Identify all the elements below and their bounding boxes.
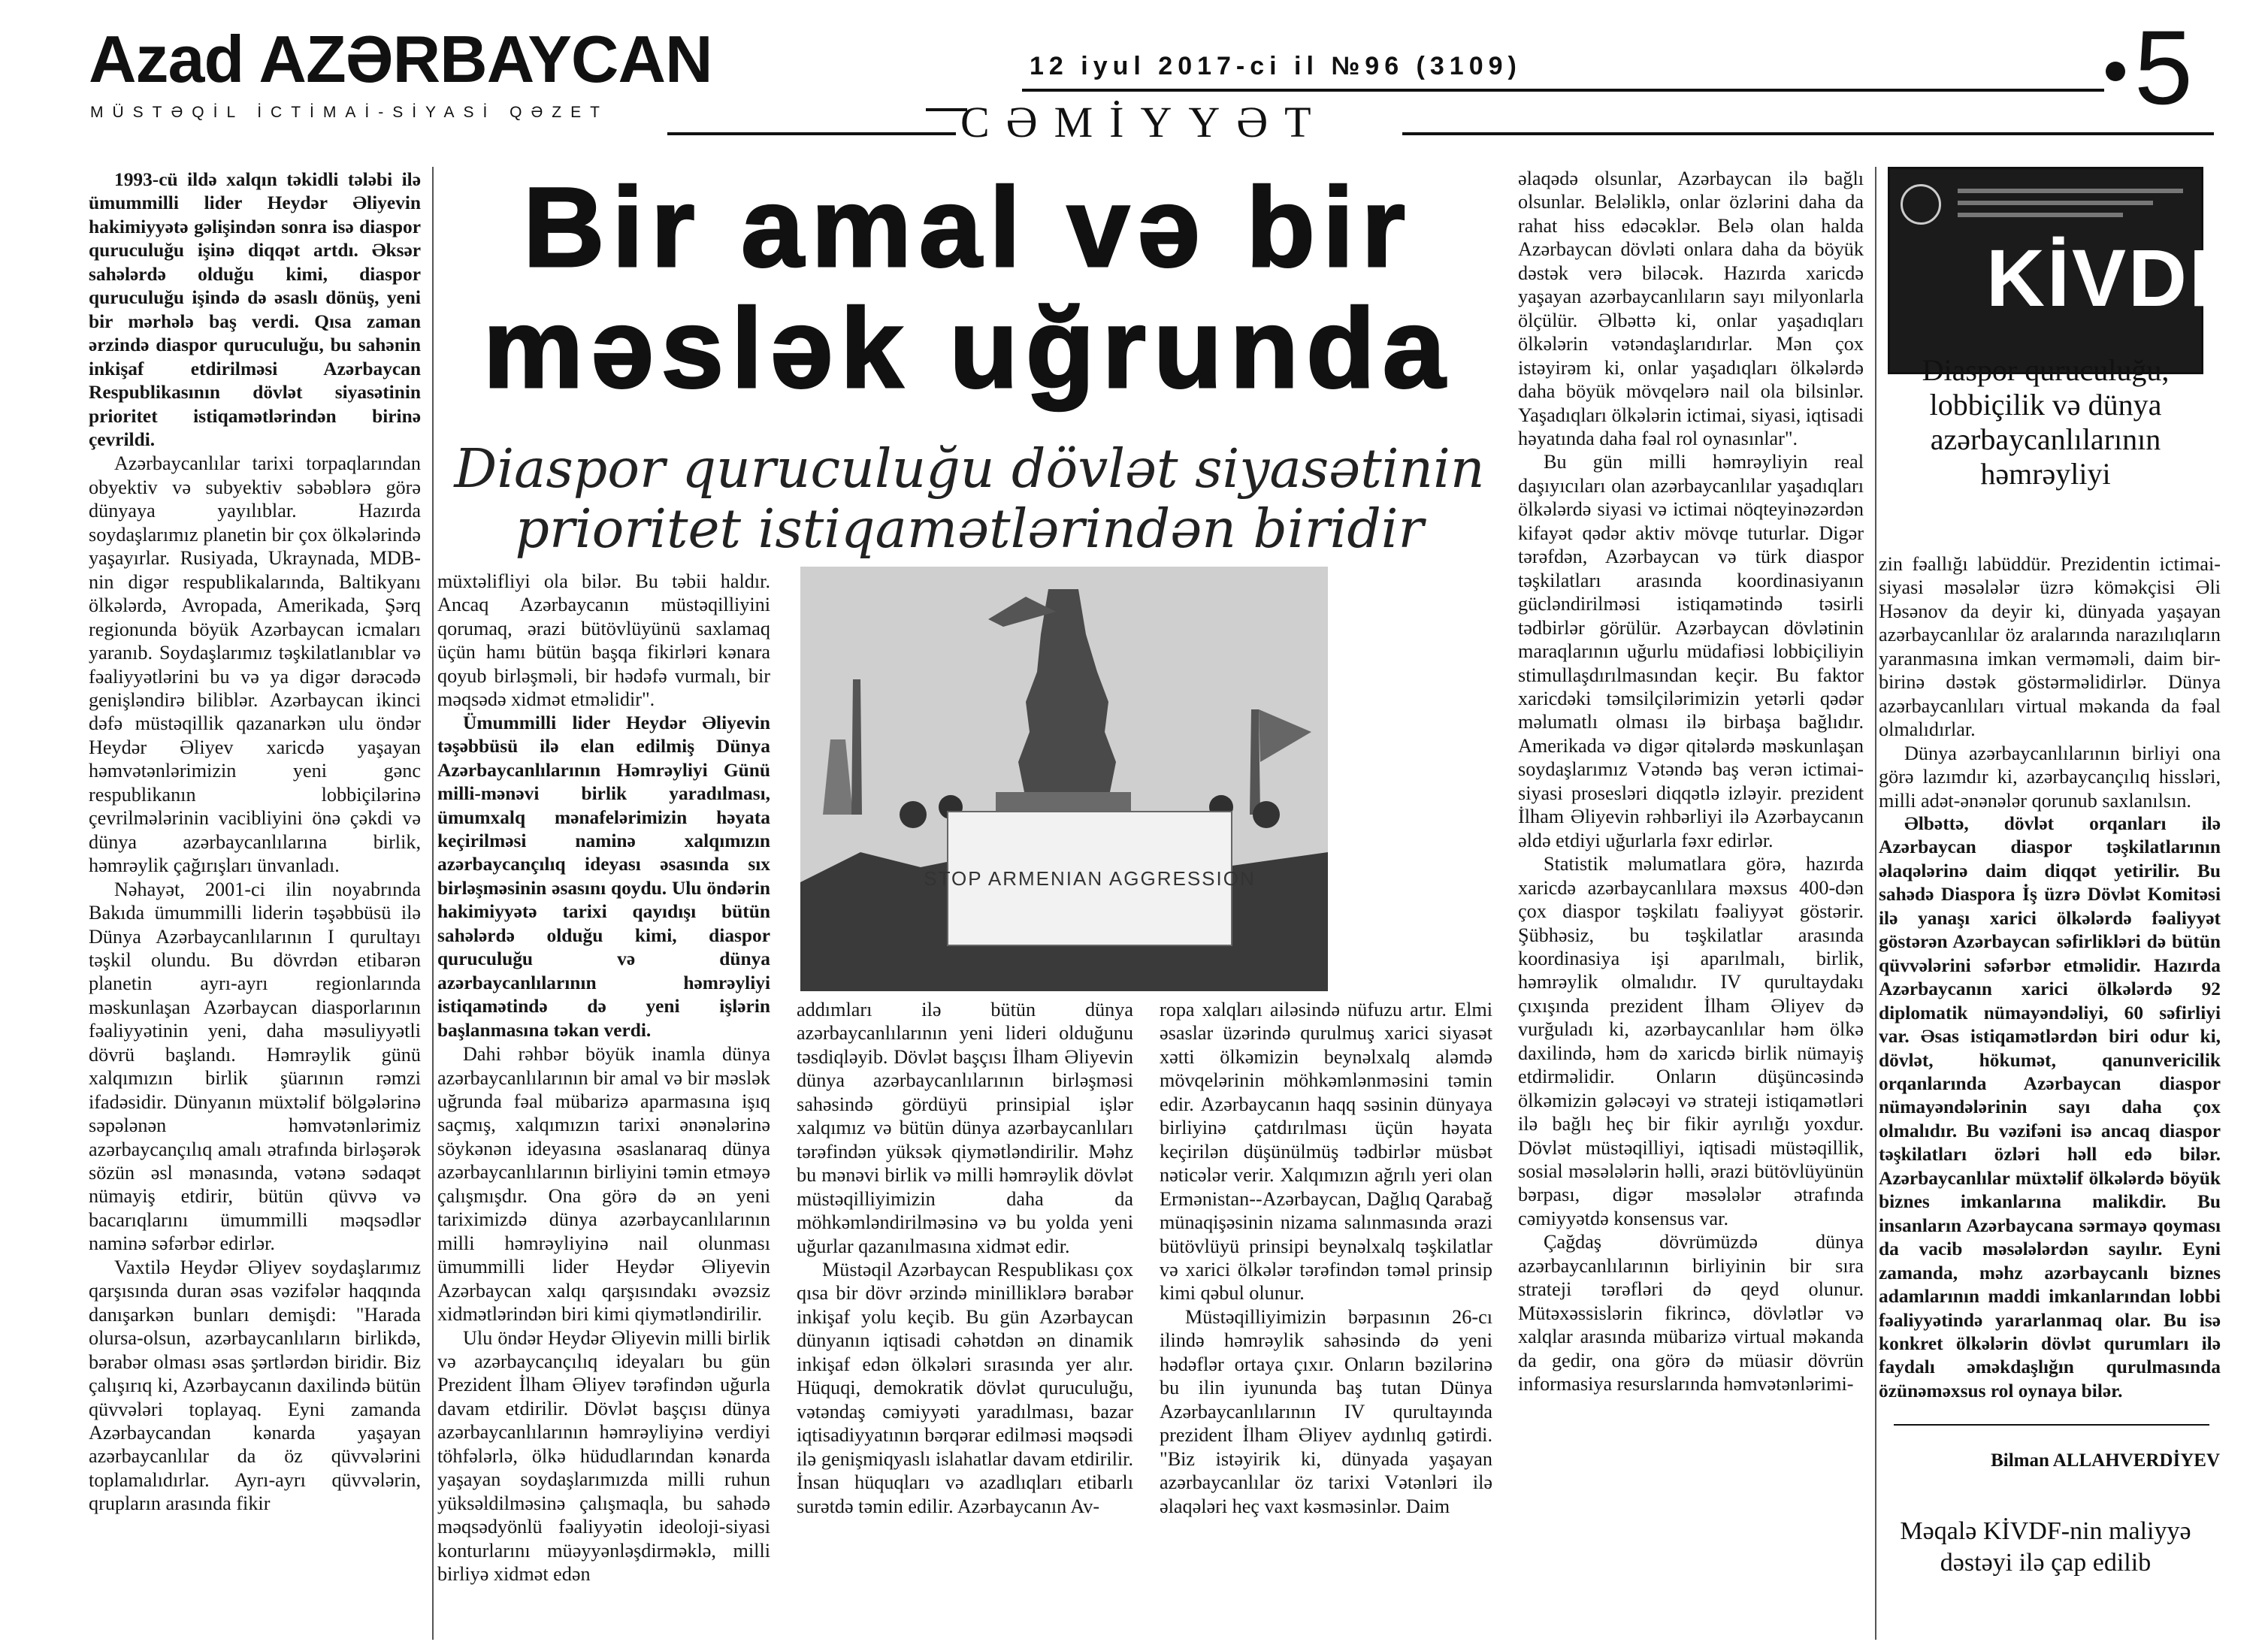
paragraph: müxtəlifliyi ola bilər. Bu təbii haldır. Ancaq Azərbaycanın müstəqilliyini qorumaq, ərazi bütövlüyünü saxlamaq üçün hamı bütün başqa fikirləri kənara qoyub birləşməli, bir hədəfə vurmalı, bir məqsədə xidmət etməlidir". bbox=[437, 570, 770, 711]
paragraph: Azərbaycanlılar tarixi torpaqlarından obyektiv və subyektiv səbəblərə görə dünyaya yayılıblar. Hazırda soydaşlarımız planetin bir çox ölkələrində yaşayırlar. Rusiyada, Ukraynada, MDB-nin digər respublikalarında, Baltikyanı ölkələrdə, Avropada, Amerikada, Şərq regionunda böyük Azərbaycan icmaları yaranıb. Soydaşlarımız təşkilatlanıblar və fəaliyyətlərini bu və ya digər dərəcədə genişləndirə biliblər. Azərbaycan ikinci dəfə müstəqillik qazanarkən ulu öndər Heydər Əliyev xaricdə yaşayan həmvətənlərimizin yeni gənc respublikanın lobbiçilərinə çevrilmələrinin vacibliyini önə çəkdi və dünya azərbaycanlılarına birlik, həmrəylik çağırışları ünvanladı. bbox=[89, 452, 421, 877]
kivdf-logo-text: KİVDF bbox=[1986, 232, 2241, 323]
subheadline-line-2: prioritet istiqamətlərindən biridir bbox=[515, 497, 1424, 560]
section-title: CƏMİYYƏT bbox=[960, 98, 1328, 147]
kivdf-logo-box bbox=[1888, 167, 2241, 374]
logo-text-line bbox=[1958, 201, 2153, 205]
sidebar-caption-line: azərbaycanlılarının bbox=[1930, 422, 2161, 456]
article-column-5 bbox=[1518, 167, 1864, 1637]
paragraph: addımları ilə bütün dünya azərbaycanlılarının yeni lideri olduğunu təsdiqləyib. Dövlət başçısı İlham Əliyevin dünya azərbaycanlılarının birləşməsi sahəsində gördüyü prinsipial işlər xalqımız və bütün dünya azərbaycanlıları tərəfindən yüksək qiymətləndirilir. Məhz bu mənəvi birlik və milli həmrəylik dövlət müstəqilliyimizin daha da möhkəmləndirilməsinə və bu yolda yeni uğurlar qazanılmasına xidmət edir. bbox=[797, 999, 1133, 1257]
paragraph: Ümummilli lider Heydər Əliyevin təşəbbüsü ilə elan edilmiş Dünya Azərbaycanlılarının Həmrəyliyi Günü milli-mənəvi birlik yaradılması, ümumxalq mənafelərimizin həyata keçirilməsi naminə xalqımızın azərbaycançılıq ideyası əsasında sıx birləşməsinin əsasını qoydu. Ulu öndərin hakimiyyətə tarixi qayıdışı bütün sahələrdə olduğu kimi, diaspor quruculuğu və dünya azərbaycanlılarının həmrəyliyi istiqamətində də yeni işlərin başlanmasına təkan verdi. bbox=[437, 712, 770, 1041]
subheadline-line-1: Diaspor quruculuğu dövlət siyasətinin bbox=[454, 437, 1485, 500]
emblem-icon bbox=[1901, 184, 1941, 225]
funding-note-line-1: Məqalə KİVDF-nin maliyyə bbox=[1900, 1517, 2191, 1545]
newspaper-name: Azad AZƏRBAYCAN bbox=[89, 22, 712, 96]
masthead-rule-left bbox=[667, 132, 956, 135]
logo-text-line bbox=[1958, 189, 2183, 193]
column-divider bbox=[432, 167, 434, 1640]
column-divider bbox=[1875, 167, 1876, 1640]
masthead-rule-top bbox=[1022, 89, 2104, 92]
article-author: Bilman ALLAHVERDİYEV bbox=[1991, 1450, 2220, 1471]
sidebar-caption-line: lobbiçilik və dünya bbox=[1929, 388, 2162, 422]
signature-rule bbox=[1894, 1424, 2209, 1426]
paragraph: ropa xalqları ailəsində nüfuzu artır. Elmi əsaslar üzərində qurulmuş xarici siyasət xətti ölkəmizin beynəlxalq aləmdə mövqelərinin möhkəmlənməsini təmin edir. Azərbaycanın haqq səsinin dünyaya birliyinə çatdırılması üçün həyata keçirilən düşünülmüş tədbirlər müsbət nəticələr verir. Xalqımızın ağrılı yeri olan Ermənistan--Azərbaycan, Dağlıq Qarabağ münaqişəsinin nizama salınmasında ərazi bütövlüyü prinsipi beynəlxalq təşkilatlar və xarici ölkələr tərəfindən təməl prinsip kimi qəbul olunur. bbox=[1160, 999, 1492, 1305]
paragraph: Vaxtilə Heydər Əliyev soydaşlarımız qarşısında duran əsas vəzifələr haqqında danışarkən bunları demişdi: "Harada olursa-olsun, azərbaycanlıların birlikdə, bərabər olması əsas şərtlərdən biridir. Biz çalışırıq ki, Azərbaycanın daxilində bütün qüvvələri toplayaq. Eyni zamanda Azərbaycandan kənarda yaşayan azərbaycanlılar da öz qüvvələrini toplamalıdırlar. Ayrı-ayrı qüvvələrin, qrupların arasında fikir bbox=[89, 1256, 421, 1515]
paragraph: Çağdaş dövrümüzdə dünya azərbaycanlılarının birliyinin bir sıra strateji tərəfləri də qeyd olunur. Mütəxəssislərin fikrincə, dövlətlər və xalqlar arasında mübarizə virtual məkanda da gedir, ona görə də müasir dövrün informasiya resurslarında həmvətənlərimi- bbox=[1518, 1231, 1864, 1396]
issue-date: 12 iyul 2017-ci il №96 (3109) bbox=[1030, 52, 1522, 80]
paragraph: əlaqədə olsunlar, Azərbaycan ilə bağlı olsunlar. Beləliklə, onlar özlərini daha da rahat hiss edəcəklər. Belə olan halda Azərbaycan dövləti onlara daha da böyük dəstək verə biləcək. Hazırda xaricdə yaşayan azərbaycanlıların sayı milyonlarla ölçülür. Əlbəttə ki, onlar yaşadıqları ölkələrin vətəndaşlarıdırlar. Mən çox istəyirəm ki, onlar yaşadıqları ölkələrdə daha böyük mövqelərə nail ola bilsinlər. Yaşadıqları ölkələrin ictimai, siyasi, iqtisadi həyatında daha fəal rol oynasınlar". bbox=[1518, 168, 1864, 449]
paragraph: Müstəqilliyimizin bərpasının 26-cı ilində həmrəylik sahəsində də yeni hədəflər ortaya çıxır. Onların bəzilərinə bu ilin iyununda baş tutan Dünya Azərbaycanlılarının IV qurultayında prezident İlham Əliyev aydınlıq gətirdi. "Biz istəyirik ki, dünyada yaşayan azərbaycanlılar öz tarixi Vətənləri ilə əlaqələri heç vaxt kəsməsinlər. Daim bbox=[1160, 1305, 1492, 1517]
page-number: 5 bbox=[2134, 8, 2193, 126]
sidebar-caption bbox=[1888, 353, 2203, 491]
sidebar-caption-line: həmrəyliyi bbox=[1980, 457, 2111, 491]
paragraph: Müstəqil Azərbaycan Respublikası çox qısa bir dövr ərzində minilliklərə bərabər inkişaf yolu keçib. Bu gün Azərbaycan dünyanın iqtisadi cəhətdən ən dinamik inkişaf edən ölkələri sırasında yer alır. Hüquqi, demokratik dövlət quruculuğu, vətəndaş cəmiyyəti yaradılması, bazar iqtisadiyyatının bərqərar edilməsi məqsədi ilə genişmiqyaslı islahatlar davam etdirilir. İnsan hüquqları və azadlıqları etibarlı surətdə təmin edilir. Azərbaycanın Av- bbox=[797, 1258, 1133, 1517]
paragraph: Ulu öndər Heydər Əliyevin milli birlik və azərbaycançılıq ideyaları bu gün Prezident İlham Əliyev tərəfindən uğurla davam etdirilir. Dövlət başçısı dünya azərbaycanlılarının həmrəyliyinə verdiyi töhfələrlə, ölkə hüdudlarından kənarda yaşayan soydaşlarımızda milli ruhun yüksəldilməsinə çalışmaqla, bu sahədə məqsədyönlü fəaliyyətin ideoloji-siyasi konturlarını müəyyənləşdirməklə, milli birliyə xidmət edən bbox=[437, 1326, 770, 1586]
sidebar-caption-line: Diaspor quruculuğu, bbox=[1922, 353, 2170, 387]
paragraph: Bu gün milli həmrəyliyin real daşıyıcıları olan azərbaycanlılar yaşadıqları ölkələrdə siyasi və ictimai nöqteyinəzərdən kifayət qədər aktiv mövqe tuturlar. Digər tərəfdən, Azərbaycan və türk diaspor təşkilatları arasında koordinasiyanın gücləndirilməsi istiqamətində təsirli tədbirlər görülür. Azərbaycan dövlətinin maraqlarının uğurlu müdafiəsi lobbiçiliyin stimullaşdırılmasından keçir. Bu faktor xaricdəki təmsilçilərimizin yetərli qədər məlumatlı olması ilə birbaşa bağlıdır. Amerikada və digər qitələrdə məskunlaşan soydaşlarımız Vətəndə baş verən ictimai-siyasi prosesləri diqqətlə izləyir. prezident İlham Əliyevin rəhbərliyi ilə Azərbaycanın əldə etdiyi uğurlarla fəxr edirlər. bbox=[1518, 451, 1864, 851]
paragraph: Dünya azərbaycanlılarının birliyi ona görə lazımdır ki, azərbaycançılıq hissləri, milli adət-ənənələr qorunub saxlanılsın. bbox=[1879, 742, 2221, 812]
paragraph: Əlbəttə, dövlət orqanları ilə Azərbaycan diaspor təşkilatlarının əlaqələrinə daim diqqət yetirilir. Bu sahədə Diaspora İş üzrə Dövlət Komitəsi ilə yanaşı xarici ölkələrdə fəaliyyət göstərən Azərbaycan səfirlikləri də bütün qüvvələrini səfərbər etməlidir. Hazırda Azərbaycanın xarici ölkələrdə 92 diplomatik nümayəndəliyi, 60 səfirliyi var. Əsas istiqamətlərdən biri odur ki, dövlət, hökumət, qanunvericilik orqanlarında Azərbaycan diaspor nümayəndələrinin sayı daha çox olmalıdır. Bu vəzifəni isə ancaq diaspor təşkilatları özləri həll edə bilər. Azərbaycanlılar müxtəlif ölkələrdə böyük biznes imkanlarına malikdir. Bu insanların Azərbaycana sərmayə qoyması da vacib məsələlərdən sayılır. Eyni zamanda, məhz azərbaycanlı biznes adamlarının maddi imkanlarından lobbi fəaliyyətində yararlanmaq olar. Bu isə konkret ölkələrin dövlət qurumları ilə faydalı əməkdaşlığın qurulmasında özünəməxsus rol oynaya bilər. bbox=[1879, 812, 2221, 1402]
paragraph: Statistik məlumatlara görə, hazırda xaricdə azərbaycanlılara məxsus 400-dən çox diaspor təşkilatı fəaliyyət göstərir. Şübhəsiz, bu təşkilatlar arasında koordinasiya işi aparılmalı, birlik, həmrəylik olmalıdır. IV qurultaydakı çıxışında prezident İlham Əliyev də vurğuladı ki, azərbaycanlılar həm ölkə daxilində, həm də xaricdə birlik nümayiş etdirməlidir. Onların düşüncəsində ölkəmizin gələcəyi və strateji istiqamətləri ilə bağlı heç bir fikir ayrılığı yoxdur. Dövlət müstəqilliyi, iqtisadi müstəqillik, sosial məsələlərin həlli, ərazi bütövlüyünün bərpası, digər məsələlər ətrafında cəmiyyətdə konsensus var. bbox=[1518, 853, 1864, 1229]
paragraph: Nəhayət, 2001-ci ilin noyabrında Bakıda ümummilli liderin təşəbbüsü ilə Dünya Azərbaycanlılarının I qurultayı təşkil olundu. Bu dövrdən etibarən planetin ayrı-ayrı regionlarında məskunlaşan Azərbaycan diasporlarının fəaliyyətinin yeni, daha məsuliyyətli dövrü başlandı. Həmrəylik günü xalqımızın birlik şüarının rəmzi ifadəsidir. Dünyanın müxtəlif bölgələrinə səpələnən həmvətənlərimiz azərbaycançılıq amalı ətrafında birləşərək sözün əsl mənasında, vətənə sədaqət nümayiş etdirir, bütün qüvvə və bacarıqlarını ümummilli məqsədlər naminə səfərbər edirlər. bbox=[89, 878, 421, 1255]
protest-banner: STOP ARMENIAN AGGRESSION bbox=[947, 811, 1232, 946]
article-column-3 bbox=[797, 998, 1133, 1637]
headline-line-1: Bir amal və bir bbox=[523, 164, 1413, 290]
page-bullet bbox=[2106, 62, 2125, 81]
protest-photo bbox=[800, 567, 1328, 991]
newspaper-subtitle: MÜSTƏQİL İCTİMAİ-SİYASİ QƏZET bbox=[90, 104, 609, 121]
article-column-2 bbox=[437, 570, 770, 1637]
article-column-6 bbox=[1879, 552, 2221, 1439]
paragraph: 1993-cü ildə xalqın təkidli tələbi ilə ümummilli lider Heydər Əliyevin hakimiyyətə gəlişindən sonra isə diaspor quruculuğu işinə diqqət artdı. Əksər sahələrdə olduğu kimi, diaspor quruculuğu işində də əsaslı dönüş, yeni bir mərhələ baş verdi. Qısa zaman ərzində diaspor quruculuğu, bu sahənin inkişaf etdirilməsi Azərbaycan Respublikasının dövlət siyasətinin prioritet istiqamətlərindən birinə çevrildi. bbox=[89, 169, 421, 450]
paragraph: zin fəallığı labüddür. Prezidentin ictimai-siyasi məsələlər üzrə köməkçisi Əli Həsənov da deyir ki, dünyada yaşayan azərbaycanlılar öz aralarında narazılıqların yaranmasına imkan verməməli, daim bir-birinə dəstək göstərməlidirlər. Dünya azərbaycanlıları virtual məkanda da fəal olmalıdırlar. bbox=[1879, 553, 2221, 741]
article-column-4 bbox=[1160, 998, 1492, 1637]
headline-line-2: məslək uğrunda bbox=[482, 285, 1453, 411]
paragraph: Dahi rəhbər böyük inamla dünya azərbaycanlılarının bir amal və bir məslək uğrunda fəal mübarizə aparmasına işıq saçmış, xalqımızın tarixi ənənələrinə söykənən ideyasına əsaslanaraq dünya azərbaycanlılarının birliyini təmin etməyə çalışmışdır. Ona görə də ən yeni tariximizdə dünya azərbaycanlılarının milli həmrəyliyinə nail olunması ümummilli lider Heydər Əliyevin Azərbaycan xalqı qarşısındakı əvəzsiz xidmətlərindən biri kimi qiymətləndirilir. bbox=[437, 1043, 770, 1326]
funding-note-line-2: dəstəyi ilə çap edilib bbox=[1940, 1549, 2152, 1577]
logo-text-line bbox=[1958, 213, 2123, 217]
masthead-rule-right bbox=[1402, 132, 2214, 135]
article-column-1 bbox=[89, 168, 421, 1635]
